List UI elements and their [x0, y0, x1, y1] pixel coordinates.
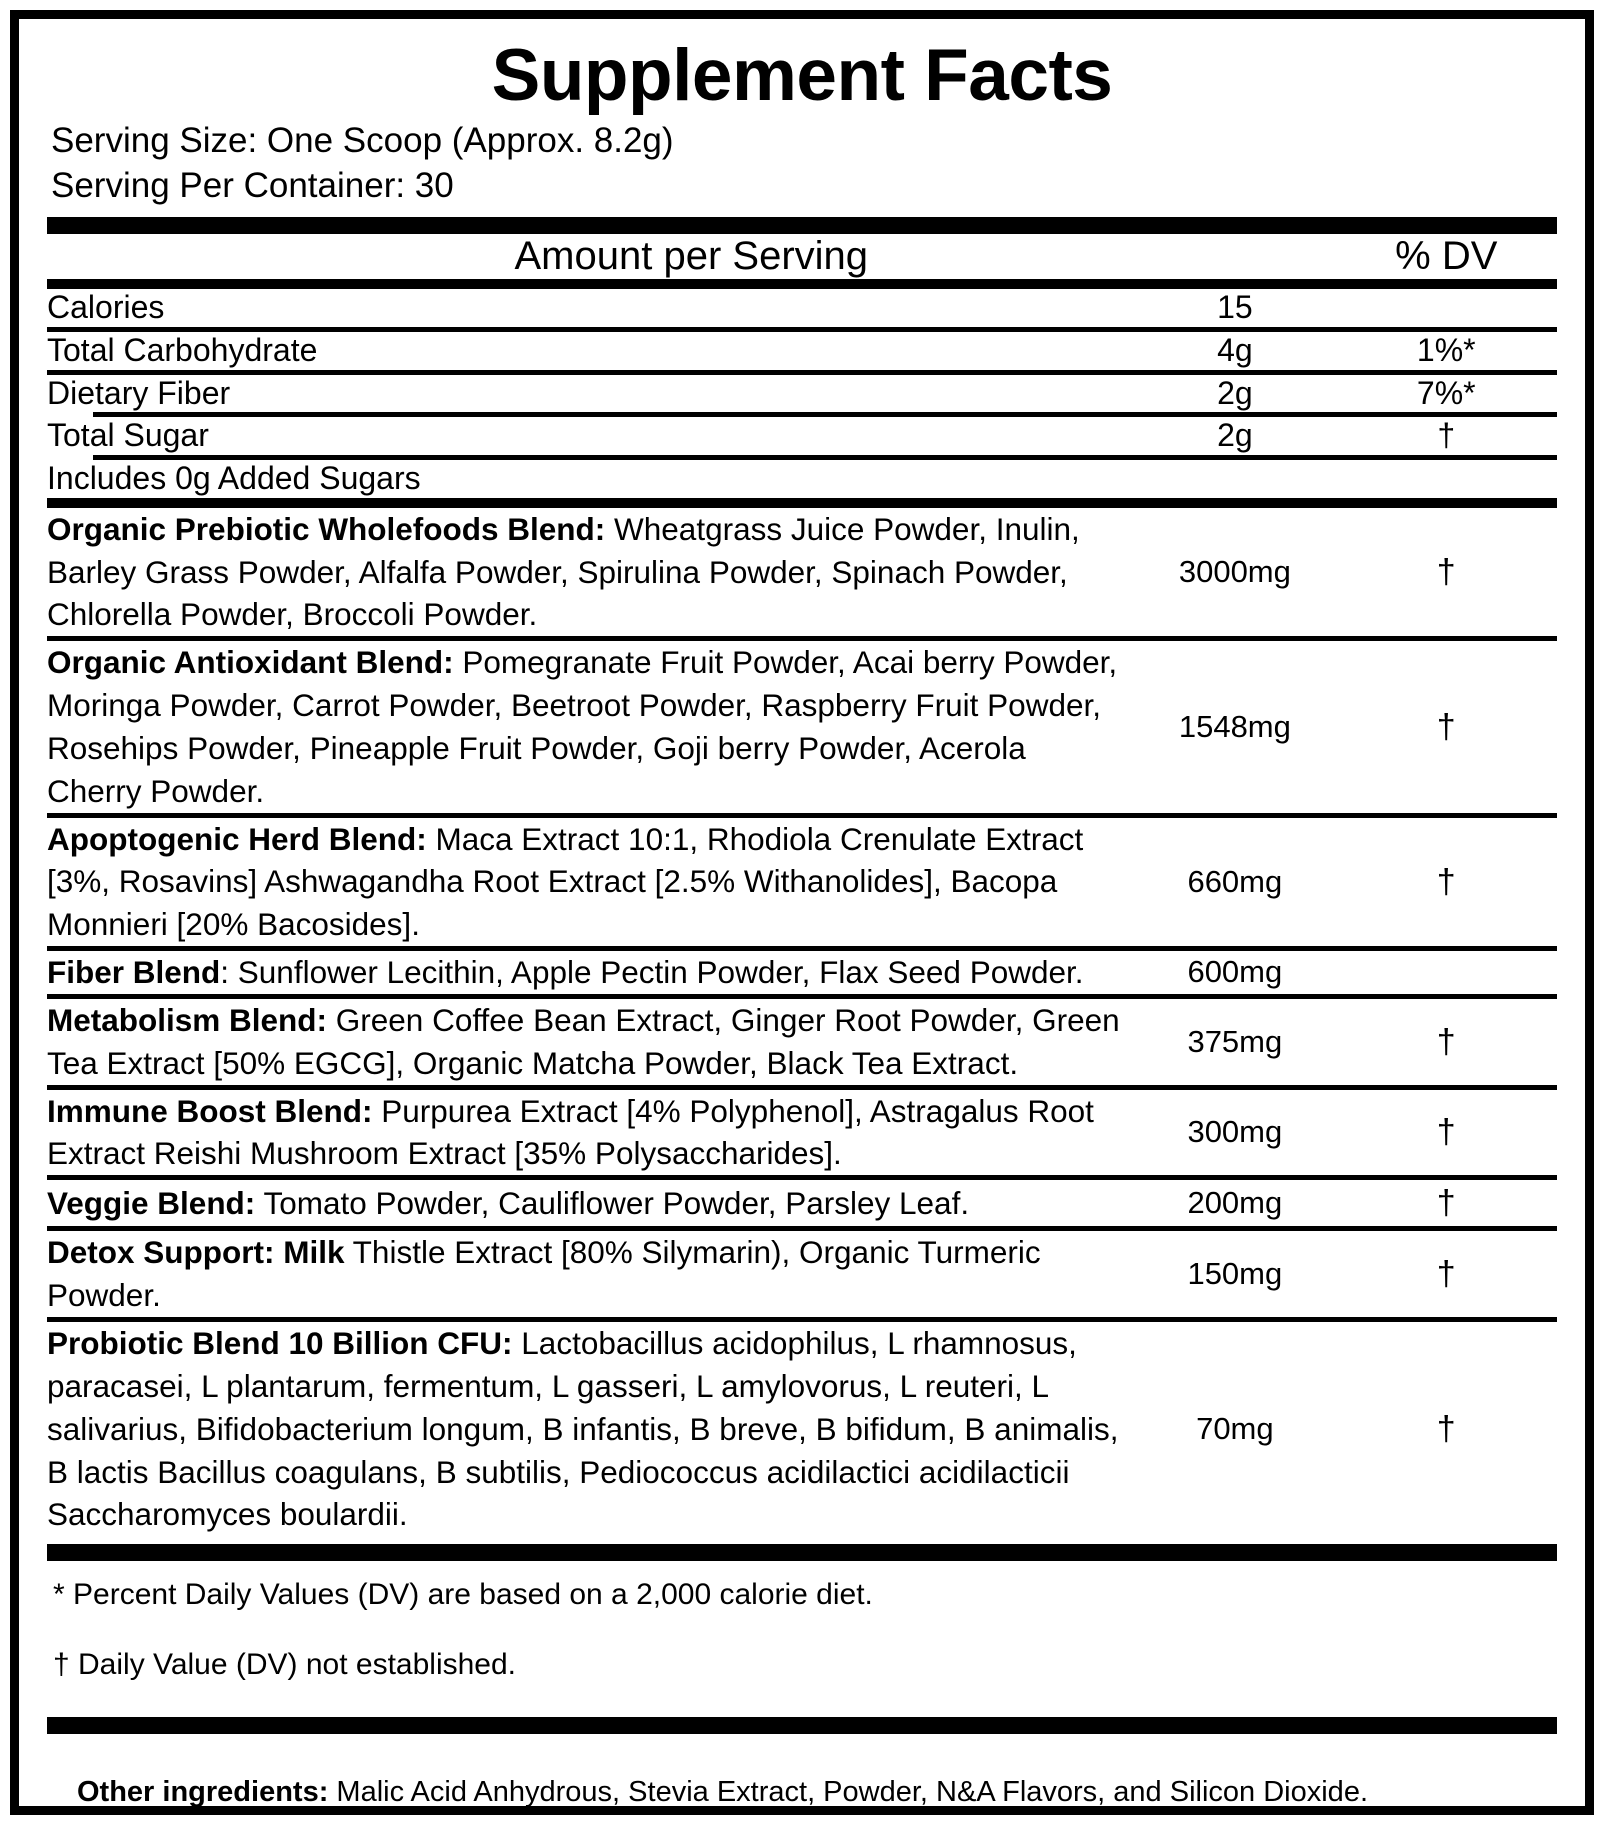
blend-body: Purpurea Extract [4% Polyphenol], Astragalus Root Extract Reishi Mushroom Extract [35% Polysaccharides].	[47, 1092, 1094, 1172]
table-row	[47, 1322, 1557, 1536]
blend-amount: 300mg	[1187, 1114, 1283, 1150]
footnote-percent-dv: * Percent Daily Values (DV) are based on a 2,000 calorie diet.	[53, 1578, 873, 1612]
blend-description	[47, 508, 1134, 636]
divider-thick-other-ingredients	[47, 1717, 1557, 1734]
other-ingredients-body: Malic Acid Anhydrous, Stevia Extract, Powder, N&A Flavors, and Silicon Dioxide.	[328, 1776, 1368, 1809]
blend-amount: 1548mg	[1178, 708, 1291, 744]
table-header-row	[47, 234, 1557, 279]
blend-heading: Organic Prebiotic Wholefoods Blend:	[47, 510, 606, 547]
blend-amount: 70mg	[1196, 1411, 1274, 1447]
nutrient-dv	[1336, 460, 1557, 498]
nutrient-name: Total Carbohydrate	[47, 331, 318, 368]
footnote-dagger: † Daily Value (DV) not established.	[53, 1648, 517, 1682]
nutrient-dv: 7%*	[1416, 374, 1476, 411]
blend-description	[47, 999, 1134, 1085]
table-row	[47, 1180, 1557, 1226]
nutrient-dv: †	[1437, 417, 1456, 454]
blend-heading: Apoptogenic Herd Blend:	[47, 820, 427, 857]
blend-amount: 375mg	[1187, 1023, 1283, 1059]
blend-heading: Fiber Blend	[47, 954, 221, 991]
blend-amount: 150mg	[1187, 1256, 1283, 1292]
blend-heading: Probiotic Blend 10 Billion CFU:	[47, 1325, 513, 1362]
blend-body: : Sunflower Lecithin, Apple Pectin Powder, Flax Seed Powder.	[220, 954, 1084, 991]
divider-thick-footnotes	[47, 1544, 1557, 1561]
other-ingredients-heading: Other ingredients:	[77, 1776, 329, 1809]
blend-body: Tomato Powder, Cauliflower Powder, Parsley Leaf.	[255, 1184, 970, 1221]
nutrient-name: Total Sugar	[47, 417, 209, 454]
nutrient-name: Includes 0g Added Sugars	[47, 460, 421, 497]
table-row	[47, 289, 1557, 327]
amount-per-serving-header: Amount per Serving	[514, 234, 869, 279]
table-row	[47, 375, 1557, 413]
percent-dv-header: % DV	[1395, 234, 1498, 279]
blend-dv: †	[1436, 1113, 1456, 1152]
blend-heading: Detox Support: Milk	[47, 1234, 345, 1271]
table-row	[47, 641, 1557, 812]
facts-table	[47, 234, 1557, 1536]
table-row	[47, 818, 1557, 946]
footnotes	[53, 1577, 1557, 1683]
blend-description	[47, 951, 1134, 994]
blend-amount: 200mg	[1187, 1185, 1283, 1221]
blend-description	[47, 1180, 1134, 1226]
blend-description	[47, 641, 1134, 812]
table-row	[47, 999, 1557, 1085]
nutrient-amount: 4g	[1217, 331, 1253, 368]
nutrient-dv: 1%*	[1416, 331, 1476, 368]
table-row	[47, 1231, 1557, 1317]
table-row	[47, 460, 1557, 498]
other-ingredients	[77, 1774, 1557, 1810]
nutrient-amount: 2g	[1217, 417, 1253, 454]
blend-dv: †	[1436, 862, 1456, 901]
nutrient-amount: 15	[1217, 289, 1253, 326]
blend-dv: †	[1436, 1022, 1456, 1061]
blend-dv: †	[1436, 552, 1456, 591]
blend-amount: 3000mg	[1178, 553, 1291, 589]
blend-heading: Immune Boost Blend:	[47, 1092, 373, 1129]
blend-heading: Organic Antioxidant Blend:	[47, 644, 454, 681]
blend-description	[47, 1090, 1134, 1176]
serving-size-line: Serving Size: One Scoop (Approx. 8.2g)	[51, 121, 674, 161]
servings-per-container-line: Serving Per Container: 30	[51, 166, 454, 206]
divider-thick-top	[47, 217, 1557, 234]
table-row	[47, 1090, 1557, 1176]
blend-body: Lactobacillus acidophilus, L rhamnosus, paracasei, L plantarum, fermentum, L gasseri, L amylovorus, L reuteri, L salivarius, Bifidobacterium longum, B infantis, B breve, B bifidum, B animalis, B lactis Bacillus coagulans, B subtilis, Pediococcus acidilactici acidilacticii Saccharomyces boulardii.	[47, 1325, 1119, 1533]
blend-dv: †	[1436, 1410, 1456, 1449]
blend-dv	[1336, 951, 1557, 994]
blend-body: Maca Extract 10:1, Rhodiola Crenulate Extract [3%, Rosavins] Ashwagandha Root Extract [2.5% Withanolides], Bacopa Monnieri [20% Bacosides].	[47, 820, 1084, 943]
blend-heading: Metabolism Blend:	[47, 1001, 328, 1038]
blend-heading: Veggie Blend:	[47, 1184, 256, 1221]
nutrient-dv	[1336, 289, 1557, 327]
divider-under-header	[47, 279, 1557, 289]
blend-description	[47, 1231, 1134, 1317]
table-row	[47, 332, 1557, 370]
blend-body: Wheatgrass Juice Powder, Inulin, Barley Grass Powder, Alfalfa Powder, Spirulina Powder, Spinach Powder, Chlorella Powder, Broccoli Powder.	[47, 510, 1080, 633]
blend-body: Thistle Extract [80% Silymarin), Organic Turmeric Powder.	[47, 1234, 1041, 1314]
supplement-facts-label	[10, 10, 1594, 1815]
blend-amount: 660mg	[1187, 863, 1283, 899]
nutrient-amount: 2g	[1217, 374, 1253, 411]
blend-body: Pomegranate Fruit Powder, Acai berry Powder, Moringa Powder, Carrot Powder, Beetroot Powder, Raspberry Fruit Powder, Rosehips Powder, Pineapple Fruit Powder, Goji berry Powder, Acerola Cherry Powder.	[47, 644, 1118, 809]
table-row	[47, 417, 1557, 455]
table-row	[47, 508, 1557, 636]
page-title: Supplement Facts	[491, 35, 1113, 116]
blend-description	[47, 818, 1134, 946]
nutrient-name: Calories	[47, 289, 165, 326]
blend-dv: †	[1436, 1184, 1456, 1223]
blend-body: Green Coffee Bean Extract, Ginger Root Powder, Green Tea Extract [50% EGCG], Organic Matcha Powder, Black Tea Extract.	[47, 1001, 1120, 1081]
blend-dv: †	[1436, 707, 1456, 746]
blend-amount: 600mg	[1187, 954, 1283, 990]
nutrient-name: Dietary Fiber	[47, 374, 231, 411]
blend-description	[47, 1322, 1134, 1536]
divider	[47, 498, 1557, 508]
nutrient-amount	[1134, 460, 1335, 498]
table-row	[47, 951, 1557, 994]
blend-dv: †	[1436, 1255, 1456, 1294]
